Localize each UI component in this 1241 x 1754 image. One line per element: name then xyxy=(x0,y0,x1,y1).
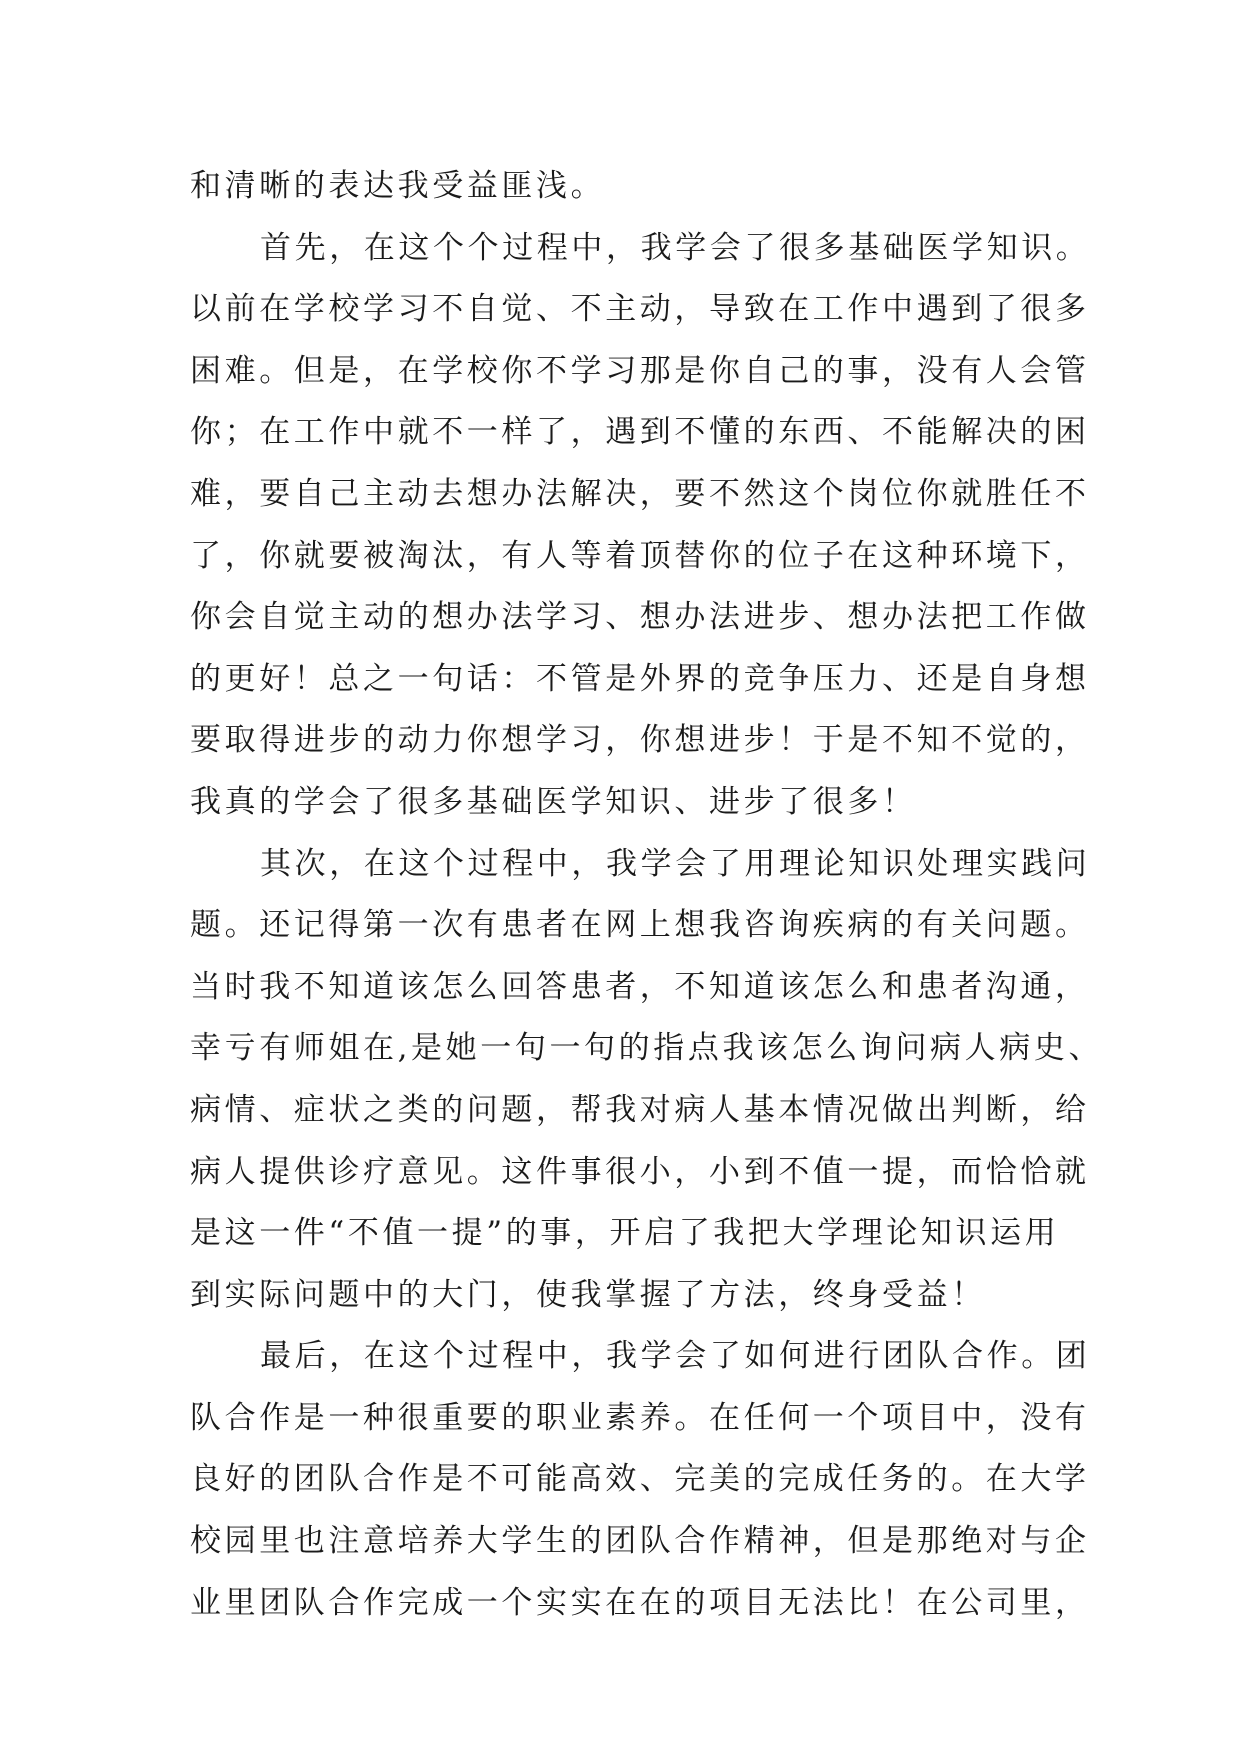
text-line: 校园里也注意培养大学生的团队合作精神，但是那绝对与企 xyxy=(190,1523,1090,1560)
text-line: 队合作是一种很重要的职业素养。在任何一个项目中，没有 xyxy=(190,1399,1090,1436)
text-line: 要取得进步的动力你想学习，你想进步！于是不知不觉的， xyxy=(190,722,1090,759)
text-line: 业里团队合作完成一个实实在在的项目无法比！在公司里， xyxy=(190,1584,1090,1621)
text-line: 到实际问题中的大门，使我掌握了方法，终身受益！ xyxy=(190,1276,986,1313)
text-line: 了，你就要被淘汰，有人等着顶替你的位子在这种环境下， xyxy=(190,537,1090,574)
text-line: 的更好！总之一句话：不管是外界的竞争压力、还是自身想 xyxy=(190,660,1090,697)
text-line: 以前在学校学习不自觉、不主动，导致在工作中遇到了很多 xyxy=(190,291,1090,328)
text-line: 病人提供诊疗意见。这件事很小，小到不值一提，而恰恰就 xyxy=(190,1153,1090,1190)
text-line: 你会自觉主动的想办法学习、想办法进步、想办法把工作做 xyxy=(190,599,1090,636)
text-line: 难，要自己主动去想办法解决，要不然这个岗位你就胜任不 xyxy=(190,475,1090,512)
text-line: 我真的学会了很多基础医学知识、进步了很多！ xyxy=(190,783,917,820)
paragraph-first-line: 首先，在这个个过程中，我学会了很多基础医学知识。 xyxy=(260,229,1091,266)
text-line: 你；在工作中就不一样了，遇到不懂的东西、不能解决的困 xyxy=(190,414,1090,451)
text-line: 当时我不知道该怎么回答患者，不知道该怎么和患者沟通， xyxy=(190,968,1090,1005)
paragraph-first-line: 最后，在这个过程中，我学会了如何进行团队合作。团 xyxy=(260,1338,1091,1375)
text-line: 是这一件“不值一提”的事，开启了我把大学理论知识运用 xyxy=(190,1215,1060,1252)
text-line: 幸亏有师姐在,是她一句一句的指点我该怎么询问病人病史、 xyxy=(190,1030,1104,1067)
paragraph-first-line: 其次，在这个过程中，我学会了用理论知识处理实践问 xyxy=(260,845,1091,882)
text-line: 困难。但是，在学校你不学习那是你自己的事，没有人会管 xyxy=(190,352,1090,389)
text-line: 病情、症状之类的问题，帮我对病人基本情况做出判断，给 xyxy=(190,1091,1090,1128)
text-line: 良好的团队合作是不可能高效、完美的完成任务的。在大学 xyxy=(190,1461,1090,1498)
text-line: 题。还记得第一次有患者在网上想我咨询疾病的有关问题。 xyxy=(190,907,1090,944)
text-line: 和清晰的表达我受益匪浅。 xyxy=(190,168,606,204)
body-text xyxy=(190,156,1104,1634)
